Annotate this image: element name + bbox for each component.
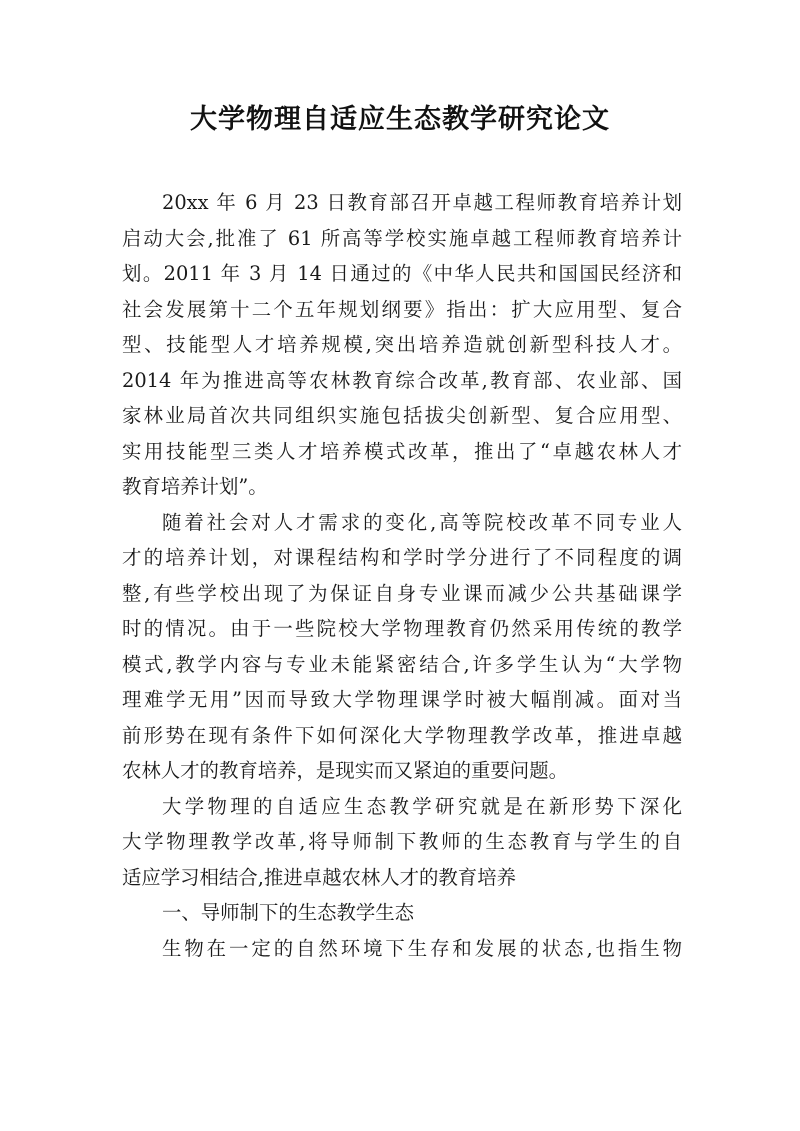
paragraph-line: 社会发展第十二个五年规划纲要》指出：扩大应用型、复合 <box>122 297 682 321</box>
paragraph-line: 实用技能型三类人才培养模式改革，推出了“卓越农林人才 <box>122 439 682 463</box>
paragraph-line: 大学物理教学改革,将导师制下教师的生态教育与学生的自 <box>122 830 682 853</box>
paragraph-line: 生物在一定的自然环境下生存和发展的状态,也指生物 <box>162 936 682 960</box>
paragraph-line: 前形势在现有条件下如何深化大学物理教学改革，推进卓越 <box>122 723 682 747</box>
paragraph-line: 理难学无用”因而导致大学物理课学时被大幅削减。面对当 <box>122 688 682 711</box>
paragraph-line: 适应学习相结合,推进卓越农林人才的教育培养 <box>122 865 516 889</box>
paragraph-line: 划。2011 年 3 月 14 日通过的《中华人民共和国国民经济和 <box>122 262 682 285</box>
section-heading: 一、导师制下的生态教学生态 <box>162 901 415 924</box>
paragraph-1 <box>122 185 682 505</box>
paragraph-line: 才的培养计划，对课程结构和学时学分进行了不同程度的调 <box>122 546 682 569</box>
document-body <box>122 185 682 966</box>
document-title: 大学物理自适应生态教学研究论文 <box>190 104 610 135</box>
paragraph-line: 整,有些学校出现了为保证自身专业课而减少公共基础课学 <box>122 581 682 605</box>
paragraph-4 <box>122 931 682 967</box>
paragraph-3 <box>122 789 682 896</box>
paragraph-line: 2014 年为推进高等农林教育综合改革,教育部、农业部、国 <box>122 368 682 392</box>
paragraph-2 <box>122 505 682 789</box>
paragraph-line: 启动大会,批准了 61 所高等学校实施卓越工程师教育培养计 <box>122 226 682 250</box>
paragraph-line: 教育培养计划”。 <box>122 475 268 498</box>
paragraph-line: 模式,教学内容与专业未能紧密结合,许多学生认为“大学物 <box>122 652 682 676</box>
paragraph-line: 家林业局首次共同组织实施包括拔尖创新型、复合应用型、 <box>122 404 682 427</box>
paragraph-line: 时的情况。由于一些院校大学物理教育仍然采用传统的教学 <box>122 617 682 640</box>
paragraph-line: 随着社会对人才需求的变化,高等院校改革不同专业人 <box>162 510 682 534</box>
paragraph-line: 型、技能型人才培养规模,突出培养造就创新型科技人才。 <box>122 333 682 356</box>
paragraph-line: 农林人才的教育培养，是现实而又紧迫的重要问题。 <box>122 759 568 782</box>
paragraph-line: 20xx 年 6 月 23 日教育部召开卓越工程师教育培养计划 <box>162 191 682 214</box>
paragraph-line: 大学物理的自适应生态教学研究就是在新形势下深化 <box>162 794 682 818</box>
